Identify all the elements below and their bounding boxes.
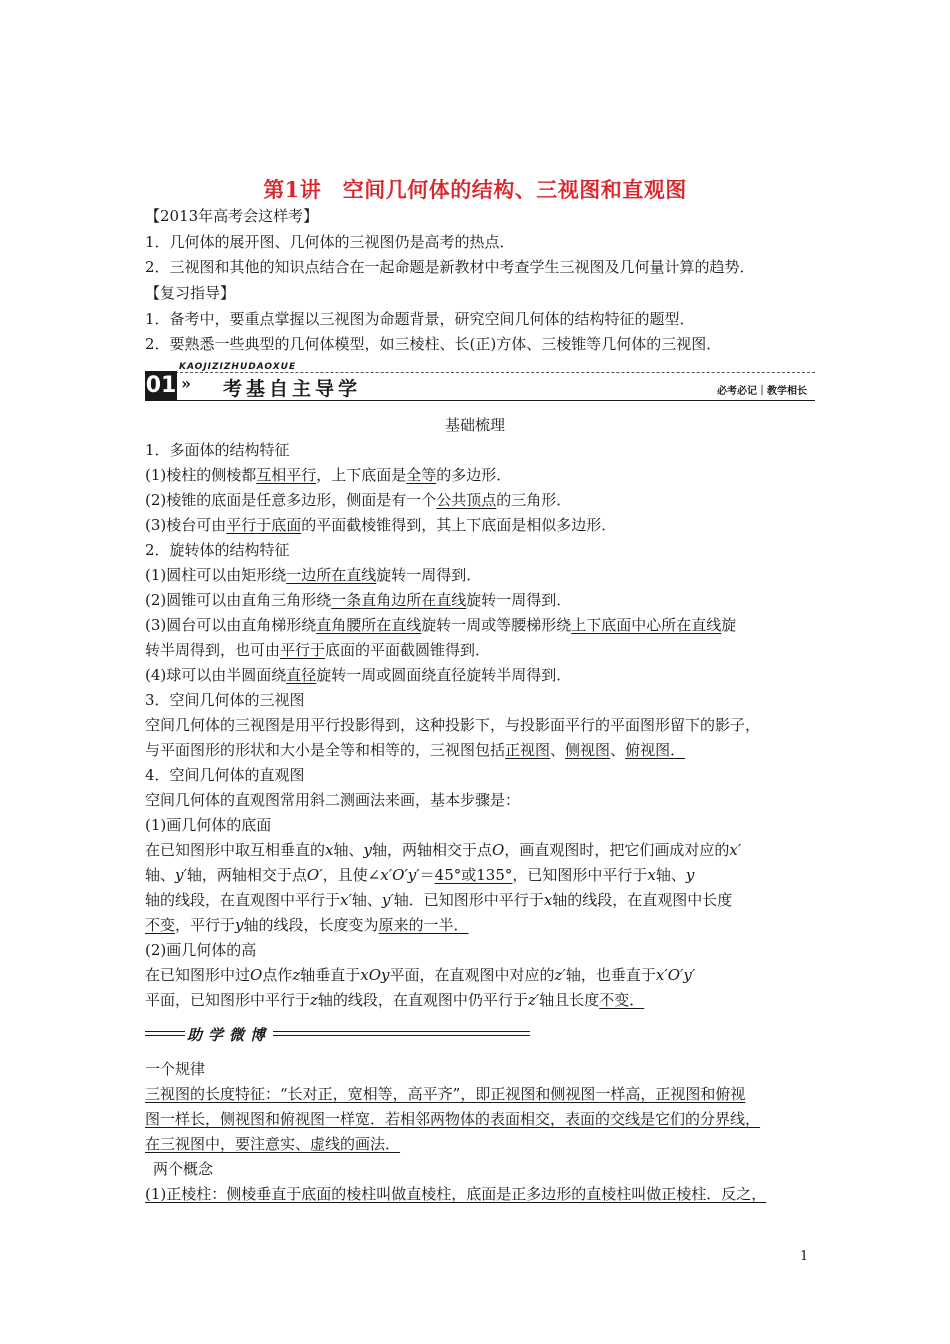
exam-item-1: 1．几何体的展开图、几何体的三视图仍是高考的热点． — [145, 233, 515, 251]
s4-p1-line-4: 不变，平行于y轴的线段，长度变为原来的一半． — [145, 916, 469, 934]
s4-p2-line-2: 平面，已知图形中平行于z轴的线段，在直观图中仍平行于z′轴且长度不变． — [145, 991, 645, 1009]
banner-number: 01 — [145, 371, 177, 401]
review-item-2: 2．要熟悉一些典型的几何体模型，如三棱柱、长(正)方体、三棱锥等几何体的三视图． — [145, 335, 722, 353]
s4-p2-heading: (2)画几何体的高 — [145, 941, 257, 959]
s3-line-2: 与平面图形的形状和大小是全等和相等的，三视图包括正视图、侧视图、俯视图． — [145, 741, 686, 759]
rule-line-2: 图一样长，侧视图和俯视图一样宽．若相邻两物体的表面相交，表面的交线是它们的分界线， — [145, 1110, 761, 1128]
s4-intro: 空间几何体的直观图常用斜二测画法来画，基本步骤是： — [145, 791, 521, 809]
s1-line-2: (2)棱锥的底面是任意多边形，侧面是有一个公共顶点的三角形． — [145, 491, 572, 509]
s3-line-1: 空间几何体的三视图是用平行投影得到，这种投影下，与投影面平行的平面图形留下的影子， — [145, 716, 761, 734]
double-chevron-icon: » — [181, 374, 191, 393]
banner-heading: 考基自主导学 — [223, 378, 362, 400]
section-title: 基础梳理 — [444, 416, 505, 434]
banner-rule — [145, 400, 815, 401]
review-header: 【复习指导】 — [145, 284, 236, 302]
s2-line-1: (1)圆柱可以由矩形绕一边所在直线旋转一周得到． — [145, 566, 482, 584]
page-title: 第1讲 空间几何体的结构、三视图和直观图 — [263, 177, 687, 202]
weibo-label: 助学微博 — [186, 1026, 271, 1044]
s4-p1-line-2: 轴、y′轴，两轴相交于点O′，且使∠x′O′y′＝45°或135°，已知图形中平行于x轴、y — [145, 866, 695, 884]
exam-item-2: 2．三视图和其他的知识点结合在一起命题是新教材中考查学生三视图及几何量计算的趋势． — [145, 258, 755, 276]
rule-line-1: 三视图的长度特征：“长对正，宽相等，高平齐”，即正视图和侧视图一样高，正视图和俯视 — [145, 1085, 746, 1103]
section-banner — [145, 362, 815, 404]
weibo-divider — [145, 1024, 530, 1046]
s1-heading: 1．多面体的结构特征 — [145, 441, 290, 459]
banner-dashed-line — [175, 372, 815, 373]
concepts-heading: 两个概念 — [153, 1160, 214, 1178]
banner-pinyin: KAOJIZIZHUDAOXUE — [179, 362, 297, 372]
s1-line-3: (3)棱台可由平行于底面的平面截棱锥得到，其上下底面是相似多边形． — [145, 516, 617, 534]
s4-p1-heading: (1)画几何体的底面 — [145, 816, 272, 834]
exam-header: 【2013年高考会这样考】 — [145, 207, 319, 225]
banner-tag: 必考必记｜教学相长 — [717, 386, 807, 397]
s2-line-4: 转半周得到，也可由平行于底面的平面截圆锥得到． — [145, 641, 491, 659]
s4-heading: 4．空间几何体的直观图 — [145, 766, 305, 784]
s4-p1-line-3: 轴的线段，在直观图中平行于x′轴、y′轴．已知图形中平行于x轴的线段，在直观图中长度 — [145, 891, 733, 909]
s2-line-3: (3)圆台可以由直角梯形绕直角腰所在直线旋转一周或等腰梯形绕上下底面中心所在直线旋 — [145, 616, 737, 634]
s4-p2-line-1: 在已知图形中过O点作z轴垂直于xOy平面，在直观图中对应的z′轴，也垂直于x′O′y′ — [145, 966, 696, 984]
rule-heading: 一个规律 — [145, 1060, 206, 1078]
s2-heading: 2．旋转体的结构特征 — [145, 541, 290, 559]
concepts-line-1: (1)正棱柱：侧棱垂直于底面的棱柱叫做直棱柱，底面是正多边形的直棱柱叫做正棱柱．反之， — [145, 1185, 767, 1203]
s3-heading: 3．空间几何体的三视图 — [145, 691, 305, 709]
rule-line-3: 在三视图中，要注意实、虚线的画法． — [145, 1135, 401, 1153]
s4-p1-line-1: 在已知图形中取互相垂直的x轴、y轴，两轴相交于点O，画直观图时，把它们画成对应的x′ — [145, 841, 742, 859]
s2-line-2: (2)圆锥可以由直角三角形绕一条直角边所在直线旋转一周得到． — [145, 591, 572, 609]
s1-line-1: (1)棱柱的侧棱都互相平行，上下底面是全等的多边形． — [145, 466, 512, 484]
s2-line-5: (4)球可以由半圆面绕直径旋转一周或圆面绕直径旋转半周得到． — [145, 666, 572, 684]
review-item-1: 1．备考中，要重点掌握以三视图为命题背景，研究空间几何体的结构特征的题型． — [145, 310, 695, 328]
page-number: 1 — [800, 1249, 809, 1264]
